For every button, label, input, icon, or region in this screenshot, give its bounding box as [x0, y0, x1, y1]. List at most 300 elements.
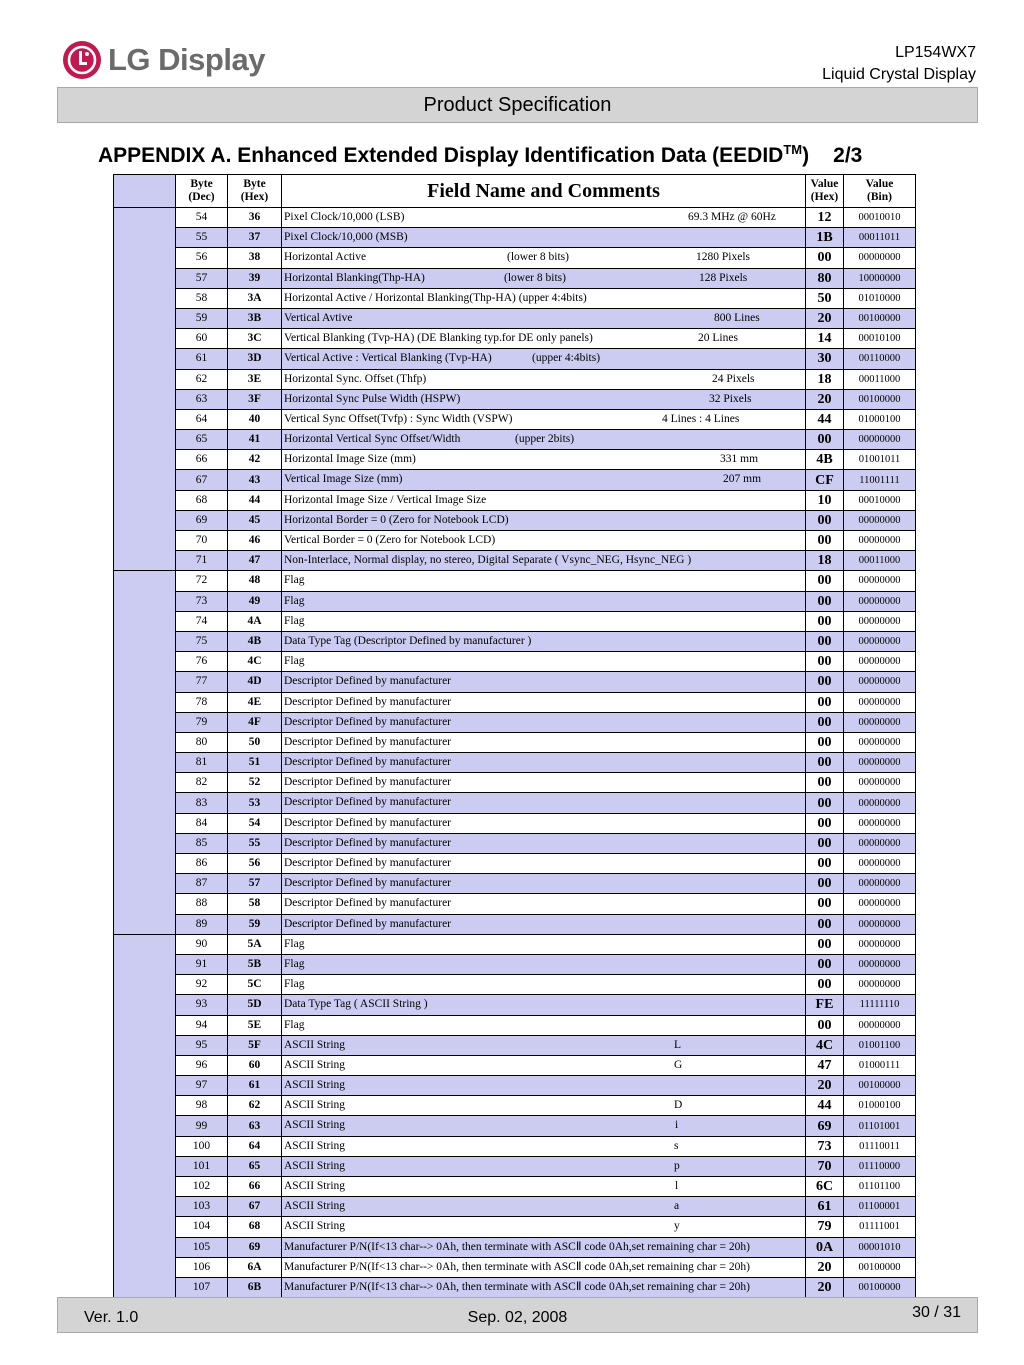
field-text: Descriptor Defined by manufacturer	[284, 776, 451, 789]
byte-dec-cell: 66	[176, 450, 228, 470]
field-text: Horizontal Blanking(Thp-HA)	[284, 271, 425, 284]
field-cell	[282, 995, 806, 1015]
field-cell	[282, 268, 806, 288]
byte-hex-cell: 40	[228, 409, 282, 429]
field-cell	[282, 1136, 806, 1156]
value-bin-cell: 10000000	[844, 268, 916, 288]
byte-dec-cell: 72	[176, 571, 228, 591]
field-cell	[282, 833, 806, 853]
value-hex-cell: 00	[806, 793, 844, 813]
field-note: p	[674, 1159, 680, 1172]
value-bin-cell: 00000000	[844, 894, 916, 914]
byte-dec-cell: 70	[176, 531, 228, 551]
table-row	[114, 1197, 916, 1217]
field-cell	[282, 611, 806, 631]
table-row	[114, 854, 916, 874]
value-hex-cell: 00	[806, 934, 844, 954]
field-note: 4 Lines : 4 Lines	[662, 412, 740, 425]
field-text: Descriptor Defined by manufacturer	[284, 756, 451, 769]
value-bin-cell: 00000000	[844, 874, 916, 894]
byte-hex-cell: 63	[228, 1116, 282, 1136]
value-bin-cell: 00100000	[844, 1076, 916, 1096]
table-row	[114, 288, 916, 308]
field-note: i	[675, 1119, 679, 1132]
value-bin-cell: 01000100	[844, 409, 916, 429]
field-cell	[282, 1177, 806, 1197]
field-text: Flag	[284, 614, 305, 627]
table-row	[114, 551, 916, 571]
header-field-name: Field Name and Comments	[282, 175, 806, 208]
field-text: ASCII String	[284, 1220, 346, 1233]
header-value-hex: Value (Hex)	[806, 175, 844, 208]
table-row	[114, 894, 916, 914]
byte-hex-cell: 46	[228, 531, 282, 551]
table-row	[114, 914, 916, 934]
value-bin-cell: 00000000	[844, 753, 916, 773]
field-text: Horizontal Active / Horizontal Blanking(Thp-HA) (upper 4:4bits)	[284, 291, 587, 304]
value-hex-cell: 00	[806, 510, 844, 530]
byte-hex-cell: 64	[228, 1136, 282, 1156]
byte-hex-cell: 43	[228, 470, 282, 490]
value-bin-cell: 00000000	[844, 571, 916, 591]
value-hex-cell: 00	[806, 914, 844, 934]
value-hex-cell: 00	[806, 954, 844, 974]
byte-hex-cell: 41	[228, 430, 282, 450]
value-hex-cell: 61	[806, 1197, 844, 1217]
value-bin-cell: 00000000	[844, 248, 916, 268]
table-row	[114, 1257, 916, 1277]
field-text: Descriptor Defined by manufacturer	[284, 917, 451, 930]
byte-hex-cell: 4F	[228, 712, 282, 732]
value-bin-cell: 00110000	[844, 349, 916, 369]
value-hex-cell: 44	[806, 1096, 844, 1116]
byte-hex-cell: 3A	[228, 288, 282, 308]
field-cell	[282, 631, 806, 651]
value-bin-cell: 00000000	[844, 954, 916, 974]
field-text: Manufacturer P/N(If<13 char--> 0Ah, then terminate with ASCⅡ code 0Ah,set remaining char = 20h)	[284, 1240, 750, 1253]
brand-name: LG Display	[108, 42, 265, 77]
byte-dec-cell: 55	[176, 228, 228, 248]
value-hex-cell: 10	[806, 490, 844, 510]
byte-hex-cell: 5F	[228, 1035, 282, 1055]
field-cell	[282, 450, 806, 470]
byte-dec-cell: 82	[176, 773, 228, 793]
byte-dec-cell: 83	[176, 793, 228, 813]
field-cell	[282, 288, 806, 308]
byte-dec-cell: 100	[176, 1136, 228, 1156]
value-bin-cell: 00000000	[844, 793, 916, 813]
table-row	[114, 954, 916, 974]
byte-hex-cell: 52	[228, 773, 282, 793]
field-text: Pixel Clock/10,000 (LSB)	[284, 211, 405, 223]
value-hex-cell: 80	[806, 268, 844, 288]
value-bin-cell: 00000000	[844, 510, 916, 530]
value-bin-cell: 00000000	[844, 652, 916, 672]
table-row	[114, 591, 916, 611]
footer-page-number: 30 / 31	[912, 1304, 961, 1321]
field-text: Non-Interlace, Normal display, no stereo, Digital Separate ( Vsync_NEG, Hsync_NEG )	[284, 554, 692, 567]
field-text: Descriptor Defined by manufacturer	[284, 735, 451, 748]
value-bin-cell: 00000000	[844, 732, 916, 752]
table-row	[114, 308, 916, 328]
value-hex-cell: 1B	[806, 228, 844, 248]
field-text: ASCII String	[284, 1038, 346, 1051]
byte-dec-cell: 84	[176, 813, 228, 833]
value-hex-cell: 00	[806, 652, 844, 672]
value-hex-cell: 00	[806, 430, 844, 450]
byte-dec-cell: 85	[176, 833, 228, 853]
field-cell	[282, 409, 806, 429]
value-bin-cell: 00000000	[844, 611, 916, 631]
byte-hex-cell: 68	[228, 1217, 282, 1237]
field-cell	[282, 430, 806, 450]
field-cell	[282, 1197, 806, 1217]
byte-dec-cell: 64	[176, 409, 228, 429]
byte-dec-cell: 101	[176, 1156, 228, 1176]
byte-hex-cell: 57	[228, 874, 282, 894]
field-cell	[282, 672, 806, 692]
value-bin-cell: 00100000	[844, 1257, 916, 1277]
field-cell	[282, 1015, 806, 1035]
table-row	[114, 813, 916, 833]
byte-hex-cell: 65	[228, 1156, 282, 1176]
byte-hex-cell: 69	[228, 1237, 282, 1257]
field-note: 69.3 MHz @ 60Hz	[688, 211, 776, 223]
byte-hex-cell: 53	[228, 793, 282, 813]
value-hex-cell: 4B	[806, 450, 844, 470]
value-bin-cell: 00011000	[844, 369, 916, 389]
field-text: Flag	[284, 937, 305, 950]
byte-hex-cell: 6A	[228, 1257, 282, 1277]
byte-dec-cell: 57	[176, 268, 228, 288]
field-note: l	[675, 1180, 679, 1192]
table-row	[114, 611, 916, 631]
field-text: Descriptor Defined by manufacturer	[284, 816, 451, 829]
table-row	[114, 1277, 916, 1297]
value-hex-cell: 00	[806, 611, 844, 631]
table-row	[114, 450, 916, 470]
field-text: ASCII String	[284, 1200, 346, 1213]
byte-hex-cell: 58	[228, 894, 282, 914]
table-row	[114, 793, 916, 813]
byte-hex-cell: 36	[228, 208, 282, 228]
field-text: Flag	[284, 957, 305, 970]
value-hex-cell: 00	[806, 813, 844, 833]
table-row	[114, 874, 916, 894]
byte-hex-cell: 39	[228, 268, 282, 288]
value-bin-cell: 01101100	[844, 1177, 916, 1197]
value-hex-cell: 18	[806, 369, 844, 389]
byte-dec-cell: 60	[176, 329, 228, 349]
byte-hex-cell: 62	[228, 1096, 282, 1116]
field-cell	[282, 1257, 806, 1277]
table-row	[114, 1116, 916, 1136]
section-label-cell	[114, 571, 176, 934]
field-cell	[282, 1217, 806, 1237]
value-bin-cell: 00000000	[844, 975, 916, 995]
value-bin-cell: 00100000	[844, 308, 916, 328]
field-text: Vertical Sync Offset(Tvfp) : Sync Width (VSPW)	[284, 412, 513, 425]
value-bin-cell: 00011011	[844, 228, 916, 248]
spec-bar: Product Specification	[57, 87, 978, 123]
byte-dec-cell: 104	[176, 1217, 228, 1237]
table-row	[114, 652, 916, 672]
field-text: Descriptor Defined by manufacturer	[284, 836, 451, 849]
byte-hex-cell: 47	[228, 551, 282, 571]
model-block	[822, 42, 976, 86]
byte-hex-cell: 49	[228, 591, 282, 611]
value-hex-cell: 50	[806, 288, 844, 308]
field-note: (upper 2bits)	[515, 433, 575, 446]
field-note: (upper 4:4bits)	[532, 352, 601, 365]
field-cell	[282, 1096, 806, 1116]
field-note: 331 mm	[720, 453, 759, 466]
byte-hex-cell: 4E	[228, 692, 282, 712]
byte-hex-cell: 4B	[228, 631, 282, 651]
field-cell	[282, 1035, 806, 1055]
field-text: Descriptor Defined by manufacturer	[284, 897, 451, 910]
byte-hex-cell: 5C	[228, 975, 282, 995]
byte-hex-cell: 4C	[228, 652, 282, 672]
field-text: ASCII String	[284, 1079, 346, 1092]
table-row	[114, 1035, 916, 1055]
value-bin-cell: 00000000	[844, 1015, 916, 1035]
value-bin-cell: 00010000	[844, 490, 916, 510]
byte-hex-cell: 3B	[228, 308, 282, 328]
field-text: ASCII String	[284, 1119, 346, 1132]
appendix-page-fraction: 2/3	[833, 144, 863, 167]
value-hex-cell: 18	[806, 551, 844, 571]
field-text: Vertical Image Size (mm)	[284, 473, 403, 486]
table-row	[114, 1096, 916, 1116]
field-cell	[282, 753, 806, 773]
value-bin-cell: 00000000	[844, 854, 916, 874]
table-row	[114, 208, 916, 228]
value-hex-cell: 70	[806, 1156, 844, 1176]
value-hex-cell: FE	[806, 995, 844, 1015]
byte-hex-cell: 54	[228, 813, 282, 833]
byte-dec-cell: 73	[176, 591, 228, 611]
value-bin-cell: 11111110	[844, 995, 916, 1015]
value-hex-cell: 00	[806, 248, 844, 268]
byte-dec-cell: 68	[176, 490, 228, 510]
table-row	[114, 349, 916, 369]
byte-dec-cell: 67	[176, 470, 228, 490]
field-note: D	[674, 1099, 683, 1112]
byte-hex-cell: 6B	[228, 1277, 282, 1297]
value-hex-cell: 79	[806, 1217, 844, 1237]
field-text: Descriptor Defined by manufacturer	[284, 857, 451, 869]
table-row	[114, 773, 916, 793]
field-text: Horizontal Sync. Offset (Thfp)	[284, 372, 427, 385]
byte-dec-cell: 71	[176, 551, 228, 571]
field-text: Pixel Clock/10,000 (MSB)	[284, 231, 408, 244]
value-hex-cell: 00	[806, 1015, 844, 1035]
byte-dec-cell: 91	[176, 954, 228, 974]
field-cell	[282, 652, 806, 672]
field-cell	[282, 914, 806, 934]
table-row	[114, 732, 916, 752]
header-byte-hex: Byte (Hex)	[228, 175, 282, 208]
field-cell	[282, 954, 806, 974]
byte-dec-cell: 105	[176, 1237, 228, 1257]
table-header-row	[114, 175, 916, 208]
byte-hex-cell: 67	[228, 1197, 282, 1217]
trademark-sup: TM	[783, 142, 803, 157]
value-hex-cell: 73	[806, 1136, 844, 1156]
table-row	[114, 389, 916, 409]
byte-hex-cell: 50	[228, 732, 282, 752]
value-hex-cell: 00	[806, 975, 844, 995]
header-section-column	[114, 175, 176, 208]
value-hex-cell: 0A	[806, 1237, 844, 1257]
field-text: Data Type Tag (Descriptor Defined by manufacturer )	[284, 634, 532, 647]
byte-hex-cell: 45	[228, 510, 282, 530]
byte-hex-cell: 44	[228, 490, 282, 510]
table-row	[114, 753, 916, 773]
table-row	[114, 268, 916, 288]
value-hex-cell: 30	[806, 349, 844, 369]
header-value-bin: Value (Bin)	[844, 175, 916, 208]
product-type: Liquid Crystal Display	[822, 66, 976, 83]
field-cell	[282, 1116, 806, 1136]
byte-dec-cell: 62	[176, 369, 228, 389]
field-cell	[282, 1076, 806, 1096]
field-text: Horizontal Image Size (mm)	[284, 453, 416, 466]
table-row	[114, 409, 916, 429]
field-text: Manufacturer P/N(If<13 char--> 0Ah, then terminate with ASCⅡ code 0Ah,set remaining char = 20h)	[284, 1260, 750, 1273]
byte-hex-cell: 59	[228, 914, 282, 934]
byte-hex-cell: 3F	[228, 389, 282, 409]
field-text: Manufacturer P/N(If<13 char--> 0Ah, then terminate with ASCⅡ code 0Ah,set remaining char = 20h)	[284, 1280, 750, 1293]
byte-dec-cell: 94	[176, 1015, 228, 1035]
byte-hex-cell: 60	[228, 1055, 282, 1075]
value-hex-cell: 00	[806, 894, 844, 914]
table-row	[114, 369, 916, 389]
byte-hex-cell: 42	[228, 450, 282, 470]
byte-hex-cell: 3D	[228, 349, 282, 369]
value-bin-cell: 01110011	[844, 1136, 916, 1156]
value-hex-cell: 00	[806, 591, 844, 611]
table-row	[114, 1156, 916, 1176]
value-bin-cell: 01001011	[844, 450, 916, 470]
field-cell	[282, 349, 806, 369]
value-bin-cell: 00000000	[844, 813, 916, 833]
field-cell	[282, 1156, 806, 1176]
value-bin-cell: 01010000	[844, 288, 916, 308]
value-hex-cell: 20	[806, 308, 844, 328]
byte-hex-cell: 5B	[228, 954, 282, 974]
table-row	[114, 833, 916, 853]
table-row	[114, 510, 916, 530]
field-cell	[282, 248, 806, 268]
value-bin-cell: 00010010	[844, 208, 916, 228]
field-cell	[282, 551, 806, 571]
byte-hex-cell: 5D	[228, 995, 282, 1015]
value-bin-cell: 00001010	[844, 1237, 916, 1257]
field-text: Horizontal Active	[284, 251, 367, 264]
field-text: Flag	[284, 655, 305, 668]
field-text: Vertical Active : Vertical Blanking (Tvp-HA)	[284, 352, 492, 365]
appendix-title	[98, 142, 862, 168]
table-row	[114, 571, 916, 591]
table-row	[114, 470, 916, 490]
byte-hex-cell: 4A	[228, 611, 282, 631]
byte-dec-cell: 56	[176, 248, 228, 268]
table-row	[114, 995, 916, 1015]
value-hex-cell: 00	[806, 712, 844, 732]
byte-dec-cell: 96	[176, 1055, 228, 1075]
field-cell	[282, 228, 806, 248]
field-text: Vertical Border = 0 (Zero for Notebook LCD)	[284, 534, 496, 546]
value-hex-cell: 20	[806, 389, 844, 409]
byte-dec-cell: 59	[176, 308, 228, 328]
field-cell	[282, 854, 806, 874]
byte-hex-cell: 3C	[228, 329, 282, 349]
field-text: ASCII String	[284, 1058, 346, 1071]
value-hex-cell: 20	[806, 1076, 844, 1096]
table-row	[114, 975, 916, 995]
field-cell	[282, 510, 806, 530]
table-row	[114, 248, 916, 268]
byte-hex-cell: 66	[228, 1177, 282, 1197]
eedid-table	[113, 174, 916, 1298]
value-bin-cell: 00011000	[844, 551, 916, 571]
value-bin-cell: 00000000	[844, 631, 916, 651]
byte-dec-cell: 87	[176, 874, 228, 894]
byte-dec-cell: 98	[176, 1096, 228, 1116]
byte-dec-cell: 65	[176, 430, 228, 450]
value-bin-cell: 00000000	[844, 430, 916, 450]
header-byte-dec: Byte (Dec)	[176, 175, 228, 208]
byte-hex-cell: 5E	[228, 1015, 282, 1035]
field-cell	[282, 934, 806, 954]
lg-display-logo	[62, 38, 265, 82]
value-bin-cell: 11001111	[844, 470, 916, 490]
field-cell	[282, 813, 806, 833]
field-cell	[282, 692, 806, 712]
byte-dec-cell: 106	[176, 1257, 228, 1277]
byte-hex-cell: 3E	[228, 369, 282, 389]
value-hex-cell: 47	[806, 1055, 844, 1075]
table-body	[114, 208, 916, 1298]
value-bin-cell: 01001100	[844, 1035, 916, 1055]
field-note: (lower 8 bits)	[504, 271, 566, 284]
value-bin-cell: 01101001	[844, 1116, 916, 1136]
value-bin-cell: 00000000	[844, 591, 916, 611]
field-note: y	[674, 1220, 680, 1233]
byte-dec-cell: 103	[176, 1197, 228, 1217]
value-bin-cell: 01110000	[844, 1156, 916, 1176]
value-hex-cell: 4C	[806, 1035, 844, 1055]
field-text: Descriptor Defined by manufacturer	[284, 715, 451, 728]
field-note: 800 Lines	[714, 311, 760, 324]
field-note: 32 Pixels	[709, 392, 752, 405]
field-text: Horizontal Image Size / Vertical Image Size	[284, 493, 487, 506]
field-text: Descriptor Defined by manufacturer	[284, 695, 451, 708]
field-note: G	[674, 1058, 683, 1071]
table-row	[114, 672, 916, 692]
value-hex-cell: 69	[806, 1116, 844, 1136]
appendix-title-text: APPENDIX A. Enhanced Extended Display Identification Data (EEDID	[98, 144, 784, 167]
byte-dec-cell: 95	[176, 1035, 228, 1055]
byte-dec-cell: 76	[176, 652, 228, 672]
field-cell	[282, 894, 806, 914]
byte-dec-cell: 81	[176, 753, 228, 773]
value-hex-cell: 00	[806, 753, 844, 773]
byte-dec-cell: 74	[176, 611, 228, 631]
byte-dec-cell: 102	[176, 1177, 228, 1197]
